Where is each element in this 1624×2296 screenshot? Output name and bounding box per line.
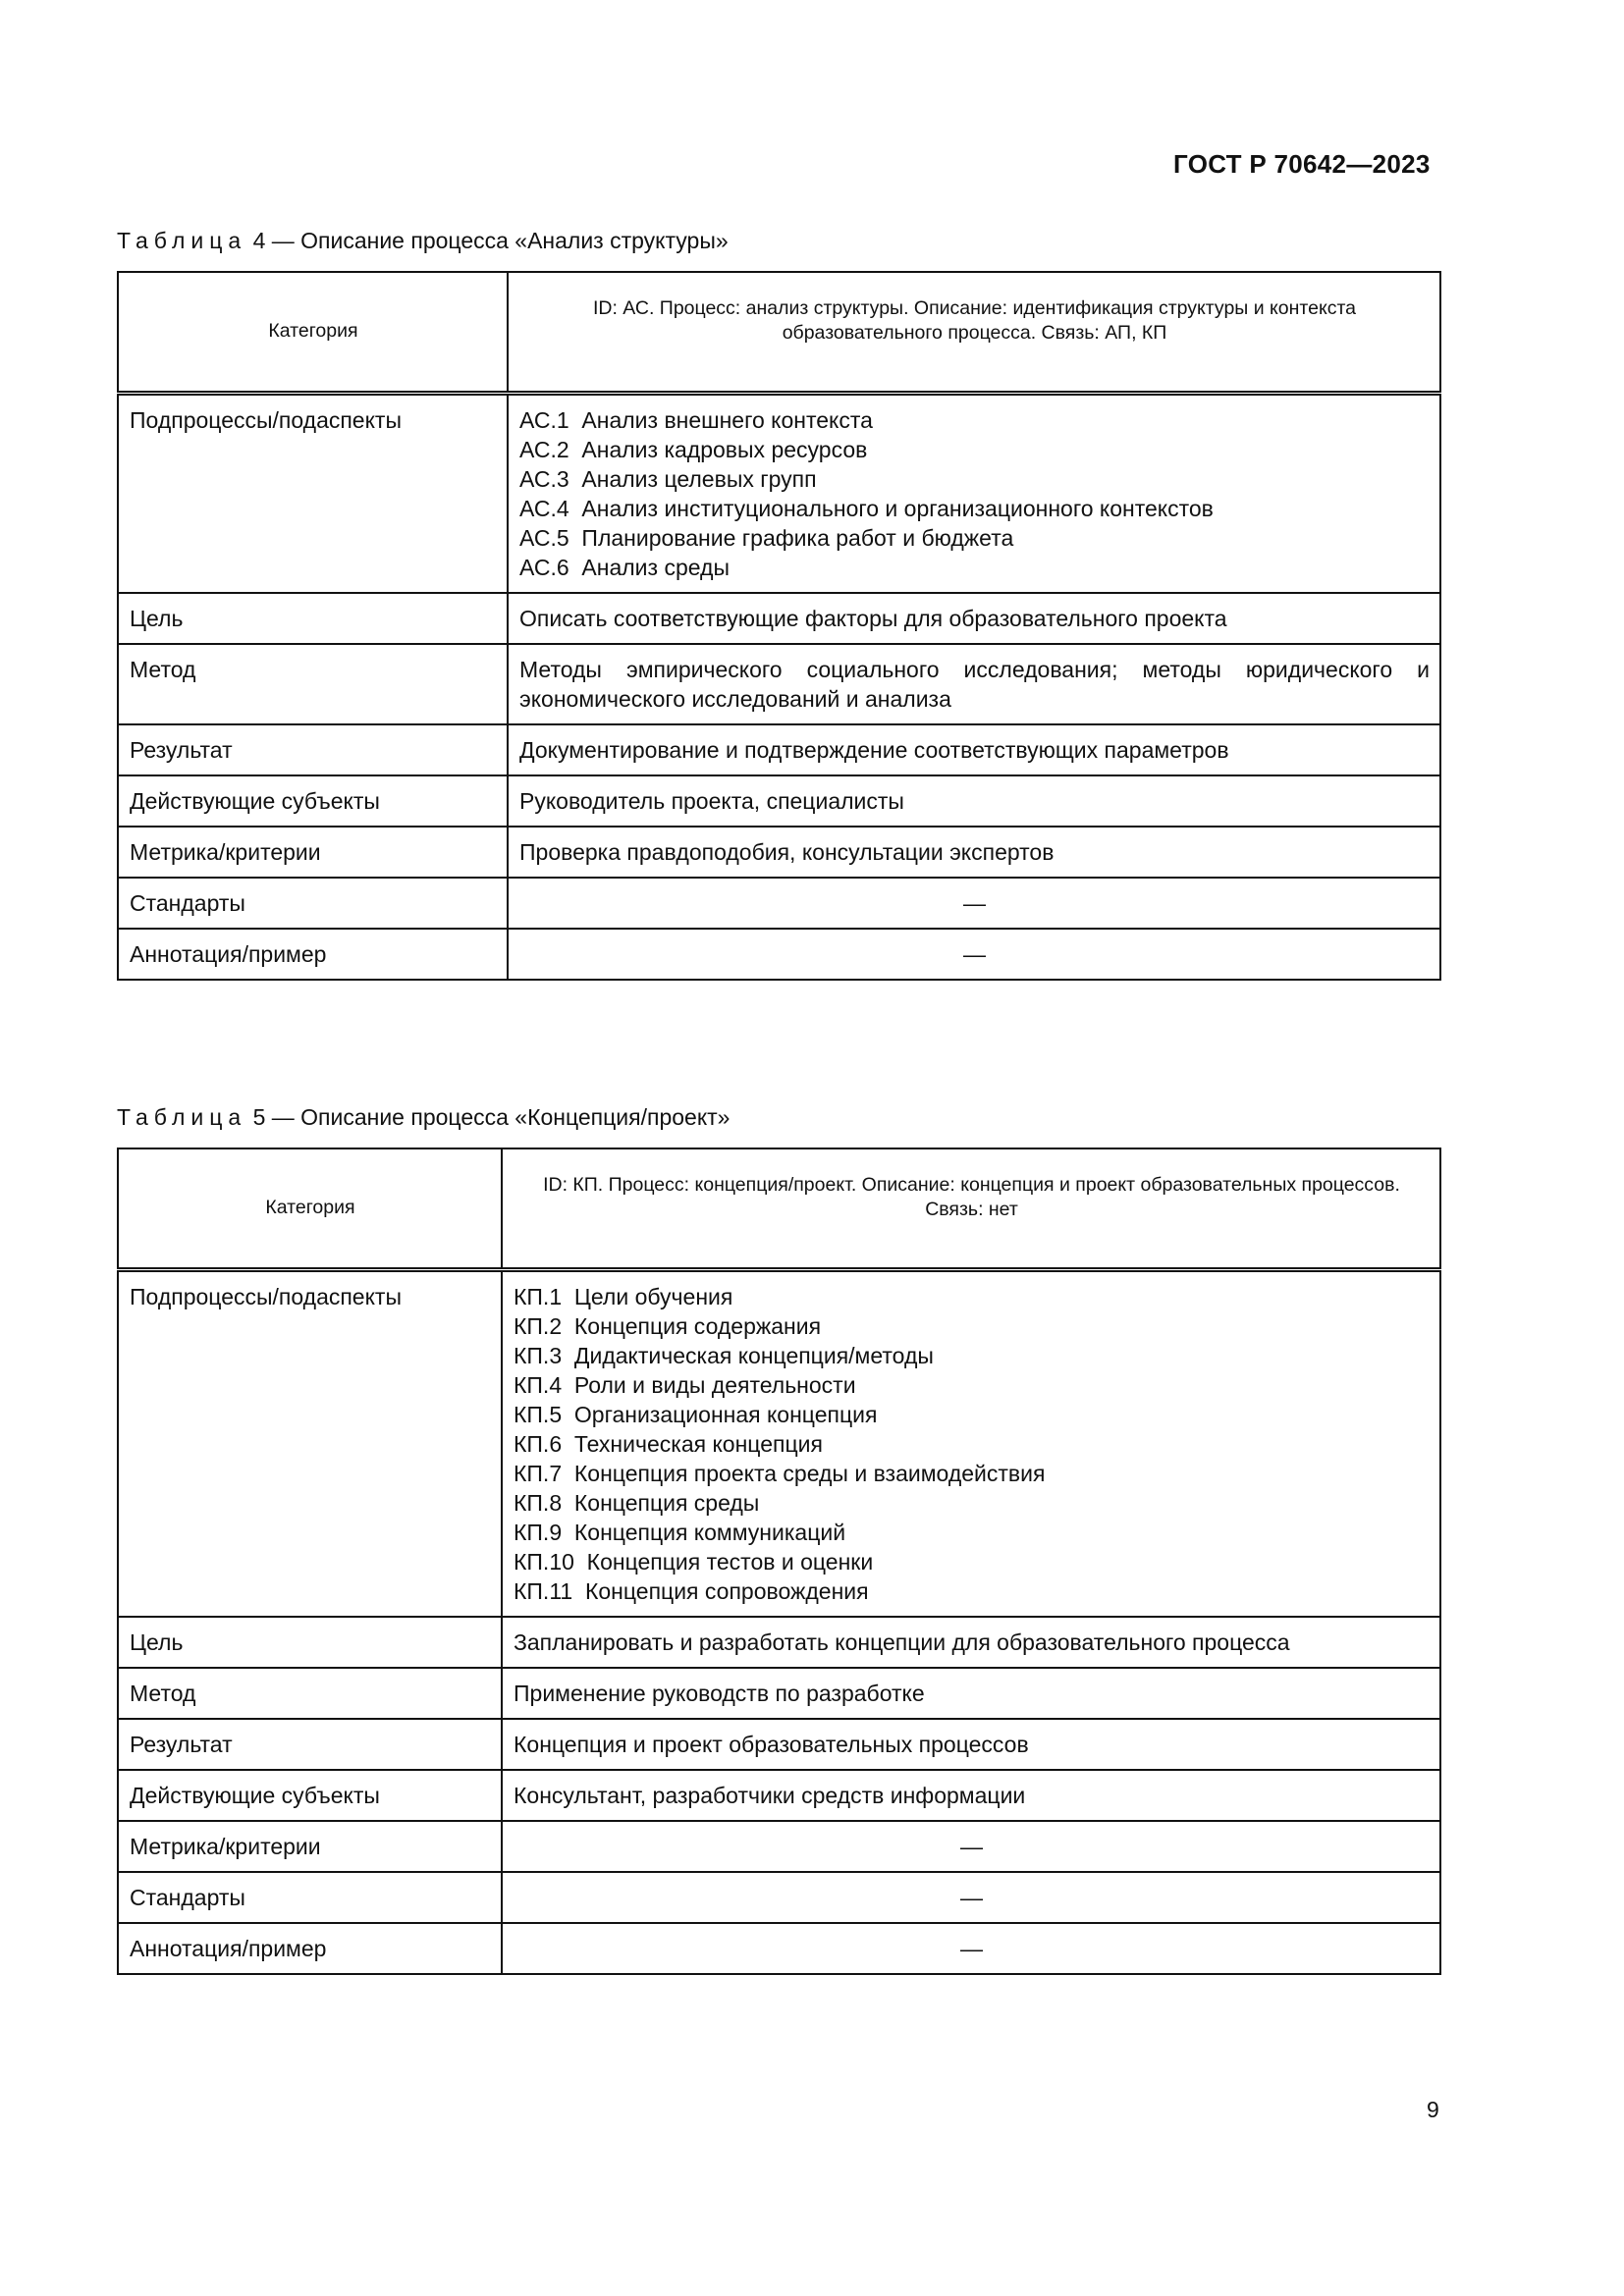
table-4-label-method: Метод	[118, 644, 508, 724]
table-4-value-result: Документирование и подтверждение соответствующих параметров	[508, 724, 1440, 775]
table-5	[117, 1148, 1441, 1975]
table-5-label-result: Результат	[118, 1719, 502, 1770]
table-5-header-row	[118, 1148, 1440, 1269]
subprocess-item: АС.6 Анализ среды	[519, 554, 730, 580]
table-4-row-goal	[118, 593, 1440, 644]
table-4-label-standards: Стандарты	[118, 878, 508, 929]
subprocess-item: АС.2 Анализ кадровых ресурсов	[519, 436, 868, 462]
table-4-value-actors: Руководитель проекта, специалисты	[508, 775, 1440, 827]
table-5-row-subprocesses	[118, 1269, 1440, 1617]
table-5-subprocess-list	[502, 1269, 1440, 1617]
table-4-header-row	[118, 272, 1440, 393]
subprocess-item: КП.4 Роли и виды деятельности	[514, 1371, 856, 1398]
table-4-value-goal: Описать соответствующие факторы для образовательного проекта	[508, 593, 1440, 644]
table-5-label-method: Метод	[118, 1668, 502, 1719]
table-5-row-metrics	[118, 1821, 1440, 1872]
subprocess-item: КП.11 Концепция сопровождения	[514, 1577, 869, 1604]
subprocess-item: АС.4 Анализ институционального и организационного контекстов	[519, 495, 1214, 521]
table-4-value-metrics: Проверка правдоподобия, консультации экспертов	[508, 827, 1440, 878]
subprocess-item: КП.7 Концепция проекта среды и взаимодействия	[514, 1460, 1046, 1486]
table-5-label-actors: Действующие субъекты	[118, 1770, 502, 1821]
table-4-header-description: ID: АС. Процесс: анализ структуры. Описание: идентификация структуры и контекста образовательного процесса. Связь: АП, КП	[508, 272, 1440, 393]
table-5-label-annotation: Аннотация/пример	[118, 1923, 502, 1974]
table-4-row-standards	[118, 878, 1440, 929]
table-4-row-result	[118, 724, 1440, 775]
table-5-row-method	[118, 1668, 1440, 1719]
subprocess-item: АС.1 Анализ внешнего контекста	[519, 406, 873, 433]
table-5-header-category: Категория	[118, 1148, 502, 1269]
table-4-label-goal: Цель	[118, 593, 508, 644]
table-5-label-standards: Стандарты	[118, 1872, 502, 1923]
table-4-caption	[117, 228, 729, 254]
table-4-subprocess-list	[508, 393, 1440, 593]
table-5-row-result	[118, 1719, 1440, 1770]
table-5-row-standards	[118, 1872, 1440, 1923]
subprocess-item: КП.5 Организационная концепция	[514, 1401, 878, 1427]
table-5-label-subprocesses: Подпроцессы/подаспекты	[118, 1269, 502, 1617]
table-4-row-metrics	[118, 827, 1440, 878]
table-5-label-goal: Цель	[118, 1617, 502, 1668]
subprocess-item: АС.3 Анализ целевых групп	[519, 465, 817, 492]
subprocess-item: АС.5 Планирование графика работ и бюджета	[519, 524, 1014, 551]
table-4-caption-title: 4 — Описание процесса «Анализ структуры»	[246, 228, 729, 253]
subprocess-item: КП.9 Концепция коммуникаций	[514, 1519, 846, 1545]
table-4-row-actors	[118, 775, 1440, 827]
table-5-caption-title: 5 — Описание процесса «Концепция/проект»	[246, 1104, 731, 1130]
table-5-label-metrics: Метрика/критерии	[118, 1821, 502, 1872]
table-4-label-result: Результат	[118, 724, 508, 775]
table-4-value-standards: —	[508, 878, 1440, 929]
page-number: 9	[1427, 2097, 1439, 2122]
table-4-row-subprocesses	[118, 393, 1440, 593]
table-5-row-goal	[118, 1617, 1440, 1668]
table-5-caption	[117, 1104, 730, 1131]
table-4-header-category: Категория	[118, 272, 508, 393]
table-4-value-annotation: —	[508, 929, 1440, 980]
table-4-row-method	[118, 644, 1440, 724]
table-5-row-annotation	[118, 1923, 1440, 1974]
table-4-label-metrics: Метрика/критерии	[118, 827, 508, 878]
subprocess-item: КП.3 Дидактическая концепция/методы	[514, 1342, 934, 1368]
table-5-header-description: ID: КП. Процесс: концепция/проект. Описание: концепция и проект образовательных процессов. Связь: нет	[502, 1148, 1440, 1269]
subprocess-item: КП.2 Концепция содержания	[514, 1312, 822, 1339]
table-4	[117, 271, 1441, 981]
table-4-label-actors: Действующие субъекты	[118, 775, 508, 827]
subprocess-item: КП.6 Техническая концепция	[514, 1430, 823, 1457]
table-5-value-standards: —	[502, 1872, 1440, 1923]
table-5-value-goal: Запланировать и разработать концепции для образовательного процесса	[502, 1617, 1440, 1668]
table-5-value-result: Концепция и проект образовательных процессов	[502, 1719, 1440, 1770]
subprocess-item: КП.1 Цели обучения	[514, 1283, 733, 1309]
table-4-caption-word: Таблица	[117, 228, 247, 253]
table-5-row-actors	[118, 1770, 1440, 1821]
table-5-value-annotation: —	[502, 1923, 1440, 1974]
table-4-value-method: Методы эмпирического социального исследования; методы юридического и экономического исследований и анализа	[508, 644, 1440, 724]
table-5-caption-word: Таблица	[117, 1104, 247, 1130]
subprocess-item: КП.8 Концепция среды	[514, 1489, 760, 1516]
table-4-row-annotation	[118, 929, 1440, 980]
table-5-value-metrics: —	[502, 1821, 1440, 1872]
document-code: ГОСТ Р 70642—2023	[1173, 149, 1431, 179]
table-4-label-subprocesses: Подпроцессы/подаспекты	[118, 393, 508, 593]
table-5-value-method: Применение руководств по разработке	[502, 1668, 1440, 1719]
subprocess-item: КП.10 Концепция тестов и оценки	[514, 1548, 874, 1575]
table-4-label-annotation: Аннотация/пример	[118, 929, 508, 980]
table-5-value-actors: Консультант, разработчики средств информации	[502, 1770, 1440, 1821]
